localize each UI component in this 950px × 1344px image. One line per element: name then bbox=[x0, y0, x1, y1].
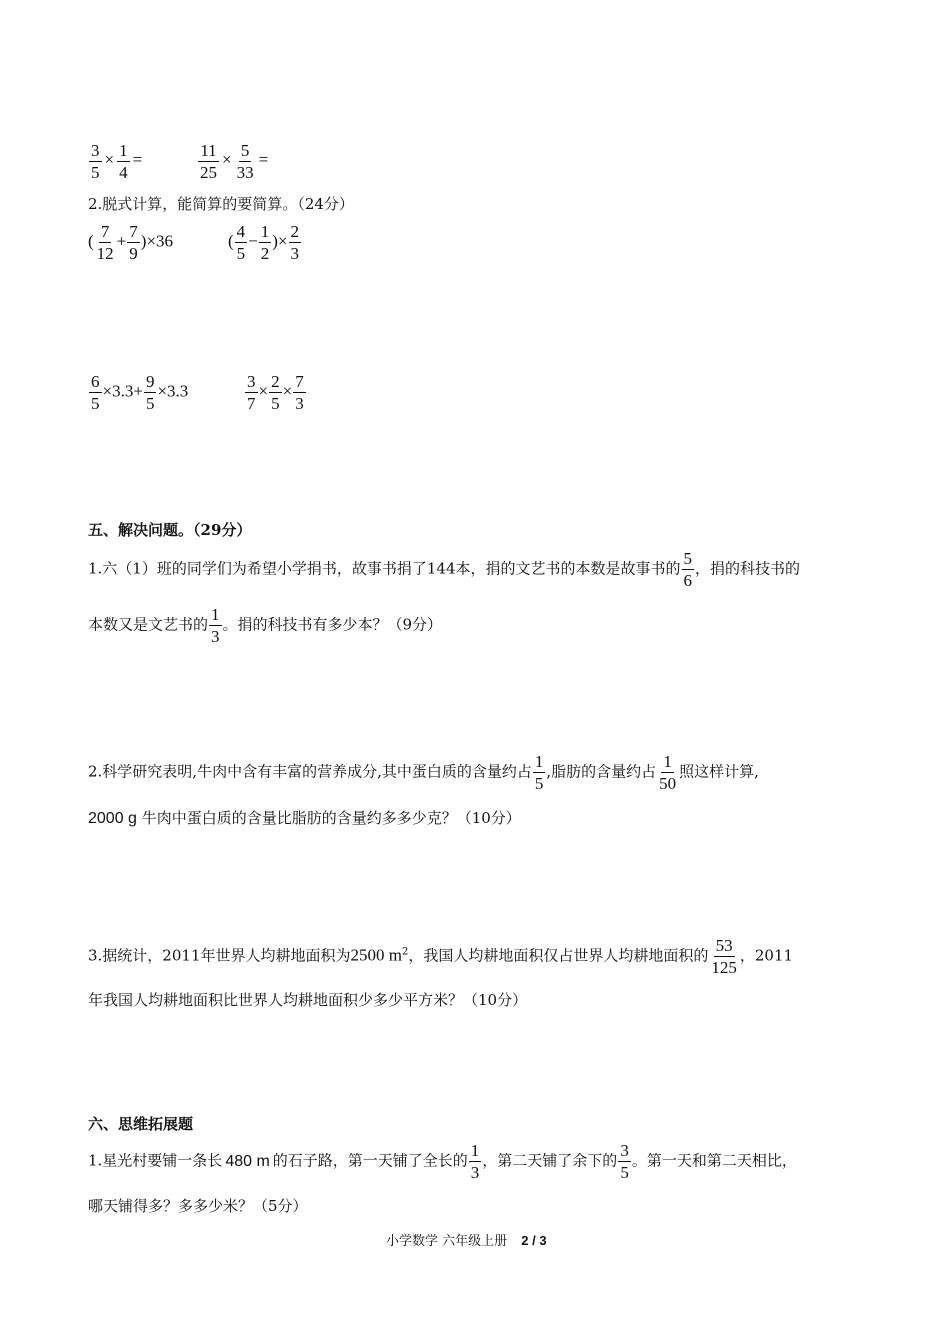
fraction: $\frac{1}{5}$ bbox=[534, 752, 544, 793]
calc1-expr-2: $\frac{11}{25}$ × $\frac{5}{33}$ = bbox=[200, 141, 269, 182]
page-footer bbox=[386, 1230, 547, 1249]
fraction: $\frac{2}{3}$ bbox=[290, 222, 300, 263]
fraction: $\frac{3}{5}$ bbox=[620, 1141, 629, 1182]
question-2-heading: 2.脱式计算，能简算的要简算。（24分） bbox=[88, 195, 354, 213]
problem-5-1-line-2: 本数又是文艺书的 $\frac{1}{3}$ 。捐的科技书有多少本？（9分） bbox=[88, 605, 443, 646]
section-6-heading: 六、思维拓展题 bbox=[88, 1115, 194, 1133]
problem-5-2-line-1: 2.科学研究表明,牛肉中含有丰富的营养成分,其中蛋白质的含量约占 $\frac{1}{5}$ ,脂肪的含量约占 $\frac{1}{50}$ 照这样计算, bbox=[88, 752, 759, 793]
calc2-expr-1: ( $\frac{7}{12}$ + $\frac{7}{9}$ )×36 bbox=[88, 222, 174, 263]
fraction: $\frac{5}{6}$ bbox=[683, 549, 692, 590]
footer-subject: 小学数学 六年级上册 bbox=[386, 1234, 508, 1249]
fraction: $\frac{1}{50}$ bbox=[659, 752, 677, 793]
fraction: $\frac{1}{4}$ bbox=[119, 141, 128, 182]
fraction: $\frac{3}{7}$ bbox=[247, 372, 256, 413]
fraction: $\frac{53}{125}$ bbox=[711, 936, 737, 977]
calc2-expr-3: $\frac{6}{5}$ ×3.3+ $\frac{9}{5}$ ×3.3 bbox=[91, 372, 189, 413]
fraction: $\frac{7}{9}$ bbox=[129, 222, 138, 263]
calc1-expr-1: $\frac{3}{5}$ × $\frac{1}{4}$ = bbox=[91, 141, 143, 182]
fraction: $\frac{2}{5}$ bbox=[271, 372, 280, 413]
problem-6-1-line-1: 1.星光村要铺一条长 480 m 的石子路，第一天铺了全长的 $\frac{1}{3}$ ，第二天铺了余下的 $\frac{3}{5}$ 。第一天和第二天相比， bbox=[88, 1141, 797, 1182]
fraction: $\frac{7}{3}$ bbox=[295, 372, 304, 413]
fraction: $\frac{9}{5}$ bbox=[145, 372, 155, 413]
section-5-heading: 五、解决问题。（29分） bbox=[88, 521, 252, 539]
fraction: $\frac{1}{3}$ bbox=[211, 605, 220, 646]
problem-6-1-line-2: 哪天铺得多？多多少米？（5分） bbox=[88, 1197, 308, 1215]
fraction: $\frac{1}{2}$ bbox=[260, 222, 270, 263]
fraction: $\frac{7}{12}$ bbox=[96, 222, 114, 263]
fraction: $\frac{4}{5}$ bbox=[236, 222, 246, 263]
problem-5-1-line-1: 1.六（1）班的同学们为希望小学捐书，故事书捐了144本，捐的文艺书的本数是故事书的 $\frac{5}{6}$ ，捐的科技书的 bbox=[88, 549, 801, 590]
calc2-expr-4: $\frac{3}{7}$ × $\frac{2}{5}$ × $\frac{7}{3}$ bbox=[247, 372, 304, 413]
problem-5-3-line-2: 年我国人均耕地面积比世界人均耕地面积少多少平方米？（10分） bbox=[88, 991, 528, 1009]
problem-5-3-line-1: 3.据统计，2011年世界人均耕地面积为2500 $m^2$，我国人均耕地面积仅占世界人均耕地面积的 $\frac{53}{125}$ ，2011 bbox=[88, 936, 794, 977]
fraction: $\frac{11}{25}$ bbox=[200, 141, 217, 182]
problem-5-2-line-2: 2000 g 牛肉中蛋白质的含量比脂肪的含量约多多少克？（10分） bbox=[88, 809, 521, 827]
fraction: $\frac{6}{5}$ bbox=[91, 372, 100, 413]
calc2-expr-2: ( $\frac{4}{5}$ − $\frac{1}{2}$ )× $\frac{2}{3}$ bbox=[228, 222, 300, 263]
fraction: $\frac{3}{5}$ bbox=[91, 141, 100, 182]
page-number: 2 / 3 bbox=[521, 1233, 547, 1248]
fraction: $\frac{1}{3}$ bbox=[470, 1141, 480, 1182]
fraction: $\frac{5}{33}$ bbox=[236, 141, 254, 182]
